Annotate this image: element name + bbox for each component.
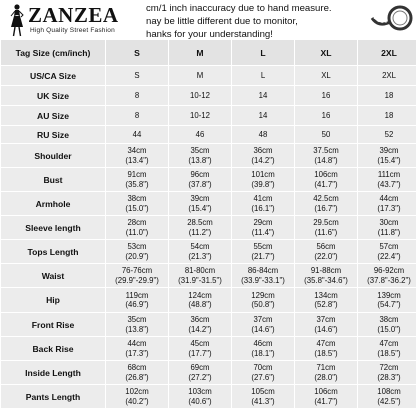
cell-value-inch: (14.8") [314, 155, 338, 165]
size-header-s: S [106, 40, 168, 65]
row-label-cell [1, 264, 105, 287]
row-label: Bust [43, 174, 63, 185]
table-cell [169, 385, 231, 408]
row-label-cell [1, 106, 105, 125]
table-cell [358, 337, 416, 360]
cell-value-cm: 37cm [316, 315, 336, 324]
table-cell [295, 288, 357, 312]
cell-value-cm: 30cm [379, 218, 399, 227]
cell-value-inch: (14.6") [251, 324, 275, 334]
table-cell [106, 86, 168, 105]
notice-line: cm/1 inch inaccuracy due to hand measure. [146, 3, 332, 14]
cell-value-inch: (13.8") [188, 155, 212, 165]
cell-value-cm: 50 [321, 129, 331, 139]
table-cell [232, 385, 294, 408]
cell-value-inch: (28.0") [314, 372, 338, 382]
cell-value-cm: 57cm [379, 242, 399, 251]
table-cell [106, 66, 168, 85]
table-cell [295, 313, 357, 336]
cell-value-cm: 48 [258, 129, 268, 139]
cell-value-cm: M [196, 70, 204, 80]
table-cell [169, 168, 231, 191]
row-label: Back Rise [32, 343, 74, 354]
cell-value-cm: 81-80cm [184, 266, 216, 275]
cell-value-inch: (43.7") [377, 179, 401, 189]
cell-value-inch: (33.9"-33.1") [241, 275, 285, 285]
table-cell [169, 313, 231, 336]
table-cell [232, 106, 294, 125]
table-cell [232, 126, 294, 143]
cell-value-cm: S [134, 70, 140, 80]
size-header-xl: XL [295, 40, 357, 65]
cell-value-inch: (35.8"-34.6") [304, 275, 348, 285]
table-cell [358, 216, 416, 239]
cell-value-inch: (22.0") [314, 251, 338, 261]
cell-value-inch: (13.4") [125, 155, 149, 165]
cell-value-cm: 14 [258, 110, 268, 120]
cell-value-inch: (54.7") [377, 300, 401, 309]
cell-value-cm: 28.5cm [187, 218, 213, 227]
cell-value-inch: (15.4") [377, 155, 401, 165]
cell-value-cm: 91-88cm [310, 266, 342, 275]
cell-value-inch: (16.1") [251, 203, 275, 213]
cell-value-cm: 46 [195, 129, 205, 139]
table-cell [295, 337, 357, 360]
table-cell [106, 288, 168, 312]
cell-value-inch: (18.1") [251, 348, 275, 358]
cell-value-cm: 39cm [379, 146, 399, 155]
cell-value-inch: (39.8") [251, 179, 275, 189]
row-label-cell [1, 192, 105, 215]
cell-value-inch: (28.3") [377, 372, 401, 382]
table-cell [295, 361, 357, 384]
cell-value-inch: (18.5") [314, 348, 338, 358]
table-cell [295, 86, 357, 105]
table-cell [358, 288, 416, 312]
table-cell [169, 361, 231, 384]
row-label: Waist [41, 270, 65, 281]
cell-value-cm: 72cm [379, 363, 399, 372]
cell-value-cm: 134cm [314, 290, 338, 300]
table-cell [106, 337, 168, 360]
table-cell [169, 288, 231, 312]
cell-value-cm: 37cm [253, 315, 273, 324]
table-cell [232, 240, 294, 263]
cell-value-cm: 35cm [190, 146, 210, 155]
cell-value-cm: 14 [258, 90, 268, 100]
cell-value-inch: (17.3") [377, 203, 401, 213]
table-cell [169, 337, 231, 360]
cell-value-inch: (29.9"-29.9") [115, 275, 159, 285]
cell-value-cm: 76-76cm [121, 266, 153, 275]
cell-value-cm: 10-12 [190, 90, 210, 100]
cell-value-inch: (14.6") [314, 324, 338, 334]
cell-value-cm: 39cm [190, 194, 210, 203]
table-cell [106, 264, 168, 287]
table-cell [169, 216, 231, 239]
table-cell [169, 264, 231, 287]
cell-value-cm: 47cm [316, 339, 336, 348]
cell-value-inch: (40.2") [125, 396, 149, 406]
cell-value-inch: (16.7") [314, 203, 338, 213]
cell-value-inch: (52.8") [314, 300, 338, 309]
table-cell [358, 361, 416, 384]
row-label-cell [1, 361, 105, 384]
table-cell [358, 313, 416, 336]
notice-line: nay be little different due to monitor, [146, 16, 298, 27]
cell-value-inch: (13.8") [125, 324, 149, 334]
row-label-cell [1, 66, 105, 85]
table-cell [232, 86, 294, 105]
table-cell [295, 126, 357, 143]
row-label-cell [1, 216, 105, 239]
cell-value-inch: (21.7") [251, 251, 275, 261]
cell-value-cm: 53cm [127, 242, 147, 251]
cell-value-inch: (50.8") [251, 300, 275, 309]
cell-value-inch: (15.0") [377, 324, 401, 334]
cell-value-cm: 2XL [382, 70, 396, 80]
cell-value-cm: 41cm [253, 194, 273, 203]
fashion-model-icon [4, 3, 28, 37]
table-cell [232, 313, 294, 336]
cell-value-inch: (15.4") [188, 203, 212, 213]
table-header-label [1, 40, 105, 65]
table-cell [106, 126, 168, 143]
row-label-cell [1, 168, 105, 191]
cell-value-cm: 8 [134, 90, 140, 100]
cell-value-cm: 102cm [125, 387, 149, 396]
cell-value-cm: 29cm [253, 218, 273, 227]
cell-value-cm: 105cm [251, 387, 275, 396]
table-cell [295, 192, 357, 215]
table-cell [295, 240, 357, 263]
cell-value-cm: 101cm [251, 170, 275, 179]
row-label: Tops Length [27, 246, 79, 257]
size-header-l: L [232, 40, 294, 65]
cell-value-cm: 68cm [127, 363, 147, 372]
table-cell [106, 144, 168, 167]
cell-value-cm: 47cm [379, 339, 399, 348]
row-label-cell [1, 385, 105, 408]
table-cell [106, 168, 168, 191]
cell-value-inch: (35.8") [125, 179, 149, 189]
cell-value-cm: 124cm [188, 290, 212, 300]
cell-value-inch: (11.2") [188, 227, 212, 237]
table-cell [169, 240, 231, 263]
cell-value-cm: 34cm [127, 146, 147, 155]
row-label-cell [1, 144, 105, 167]
cell-value-inch: (41.7") [314, 179, 338, 189]
cell-value-cm: 96cm [190, 170, 210, 179]
cell-value-inch: (21.3") [188, 251, 212, 261]
cell-value-cm: 29.5cm [313, 218, 339, 227]
table-cell [232, 361, 294, 384]
tag-size-label: Tag Size (cm/inch) [15, 47, 91, 58]
cell-value-inch: (37.8") [188, 179, 212, 189]
cell-value-cm: 86-84cm [247, 266, 279, 275]
cell-value-inch: (20.9") [125, 251, 149, 261]
table-cell [232, 288, 294, 312]
table-cell [358, 66, 416, 85]
table-cell [295, 216, 357, 239]
table-cell [106, 361, 168, 384]
row-label: Sleeve length [25, 222, 81, 233]
size-header-2xl: 2XL [358, 40, 416, 65]
table-cell [358, 106, 416, 125]
row-label-cell [1, 313, 105, 336]
table-cell [295, 106, 357, 125]
cell-value-cm: 106cm [314, 387, 338, 396]
table-cell [295, 385, 357, 408]
table-cell [106, 216, 168, 239]
row-label: Pants Length [25, 391, 81, 402]
cell-value-cm: 119cm [125, 290, 149, 300]
table-cell [232, 216, 294, 239]
brand-tagline: High Quality Street Fashion [30, 27, 115, 34]
row-label: RU Size [37, 129, 69, 140]
cell-value-cm: 44 [132, 129, 142, 139]
table-cell [169, 86, 231, 105]
table-cell [169, 106, 231, 125]
cell-value-inch: (14.2") [251, 155, 275, 165]
cell-value-cm: 46cm [253, 339, 273, 348]
cell-value-cm: 108cm [377, 387, 401, 396]
table-cell [358, 240, 416, 263]
cell-value-inch: (14.2") [188, 324, 212, 334]
cell-value-cm: 36cm [253, 146, 273, 155]
table-cell [358, 86, 416, 105]
table-cell [232, 337, 294, 360]
cell-value-cm: 103cm [188, 387, 212, 396]
table-cell [232, 192, 294, 215]
table-cell [358, 385, 416, 408]
measuring-tape-icon [370, 2, 414, 38]
cell-value-cm: 10-12 [190, 110, 210, 120]
table-cell [106, 385, 168, 408]
cell-value-cm: 35cm [127, 315, 147, 324]
cell-value-cm: 38cm [127, 194, 147, 203]
cell-value-cm: 139cm [377, 290, 401, 300]
cell-value-cm: 129cm [251, 290, 275, 300]
cell-value-inch: (17.7") [188, 348, 212, 358]
cell-value-inch: (48.8") [188, 300, 212, 309]
cell-value-cm: 28cm [127, 218, 147, 227]
cell-value-cm: XL [321, 70, 331, 80]
measurement-notice [146, 2, 332, 41]
table-cell [232, 264, 294, 287]
cell-value-inch: (18.5") [377, 348, 401, 358]
notice-line: hanks for your understanding! [146, 29, 273, 40]
table-cell [106, 106, 168, 125]
table-cell [106, 313, 168, 336]
cell-value-inch: (26.8") [125, 372, 149, 382]
table-cell [169, 66, 231, 85]
cell-value-inch: (40.6") [188, 396, 212, 406]
cell-value-cm: 16 [321, 90, 331, 100]
table-cell [106, 240, 168, 263]
row-label-cell [1, 240, 105, 263]
cell-value-inch: (11.6") [314, 227, 338, 237]
cell-value-cm: 8 [134, 110, 140, 120]
row-label: Inside Length [25, 367, 81, 378]
row-label: Shoulder [34, 150, 72, 161]
cell-value-cm: 52 [384, 129, 394, 139]
row-label-cell [1, 288, 105, 312]
cell-value-inch: (11.0") [125, 227, 149, 237]
cell-value-cm: 18 [384, 90, 394, 100]
row-label: Front Rise [31, 319, 75, 330]
cell-value-inch: (41.3") [251, 396, 275, 406]
table-cell [169, 144, 231, 167]
row-label: Armhole [35, 198, 71, 209]
cell-value-inch: (42.5") [377, 396, 401, 406]
cell-value-inch: (46.9") [125, 300, 149, 309]
cell-value-cm: 69cm [190, 363, 210, 372]
cell-value-inch: (37.8"-36.2") [367, 275, 411, 285]
cell-value-cm: 55cm [253, 242, 273, 251]
row-label: AU Size [37, 110, 69, 121]
brand-logo [4, 3, 154, 37]
cell-value-inch: (31.9"-31.5") [178, 275, 222, 285]
table-cell [232, 144, 294, 167]
cell-value-cm: 56cm [316, 242, 336, 251]
table-cell [169, 192, 231, 215]
table-cell [358, 126, 416, 143]
table-cell [169, 126, 231, 143]
row-label-cell [1, 337, 105, 360]
cell-value-inch: (22.4") [377, 251, 401, 261]
table-cell [106, 192, 168, 215]
table-cell [295, 144, 357, 167]
row-label-cell [1, 126, 105, 143]
table-cell [295, 168, 357, 191]
cell-value-cm: 106cm [314, 170, 338, 179]
cell-value-cm: 44cm [379, 194, 399, 203]
table-cell [358, 264, 416, 287]
table-cell [358, 192, 416, 215]
cell-value-cm: L [260, 70, 266, 80]
cell-value-cm: 96-92cm [373, 266, 405, 275]
brand-name: ZANZEA [28, 3, 119, 27]
cell-value-cm: 42.5cm [313, 194, 339, 203]
table-cell [232, 66, 294, 85]
cell-value-cm: 38cm [379, 315, 399, 324]
row-label: UK Size [37, 90, 69, 101]
cell-value-cm: 45cm [190, 339, 210, 348]
cell-value-inch: (27.6") [251, 372, 275, 382]
cell-value-inch: (11.4") [251, 227, 275, 237]
cell-value-cm: 111cm [377, 170, 401, 179]
cell-value-cm: 54cm [190, 242, 210, 251]
cell-value-cm: 91cm [127, 170, 147, 179]
cell-value-cm: 70cm [253, 363, 273, 372]
size-header-m: M [169, 40, 231, 65]
cell-value-inch: (17.3") [125, 348, 149, 358]
cell-value-inch: (41.7") [314, 396, 338, 406]
cell-value-inch: (11.8") [377, 227, 401, 237]
cell-value-cm: 44cm [127, 339, 147, 348]
table-cell [358, 168, 416, 191]
cell-value-cm: 18 [384, 110, 394, 120]
table-cell [295, 264, 357, 287]
size-chart-table [1, 40, 415, 415]
cell-value-inch: (15.0") [125, 203, 149, 213]
row-label: US/CA Size [29, 70, 76, 81]
row-label-cell [1, 86, 105, 105]
table-cell [232, 168, 294, 191]
table-cell [295, 66, 357, 85]
cell-value-cm: 36cm [190, 315, 210, 324]
table-cell [358, 144, 416, 167]
cell-value-cm: 37.5cm [313, 146, 339, 155]
header [0, 0, 416, 40]
cell-value-cm: 71cm [316, 363, 336, 372]
cell-value-cm: 16 [321, 110, 331, 120]
row-label: Hip [46, 295, 60, 305]
cell-value-inch: (27.2") [188, 372, 212, 382]
